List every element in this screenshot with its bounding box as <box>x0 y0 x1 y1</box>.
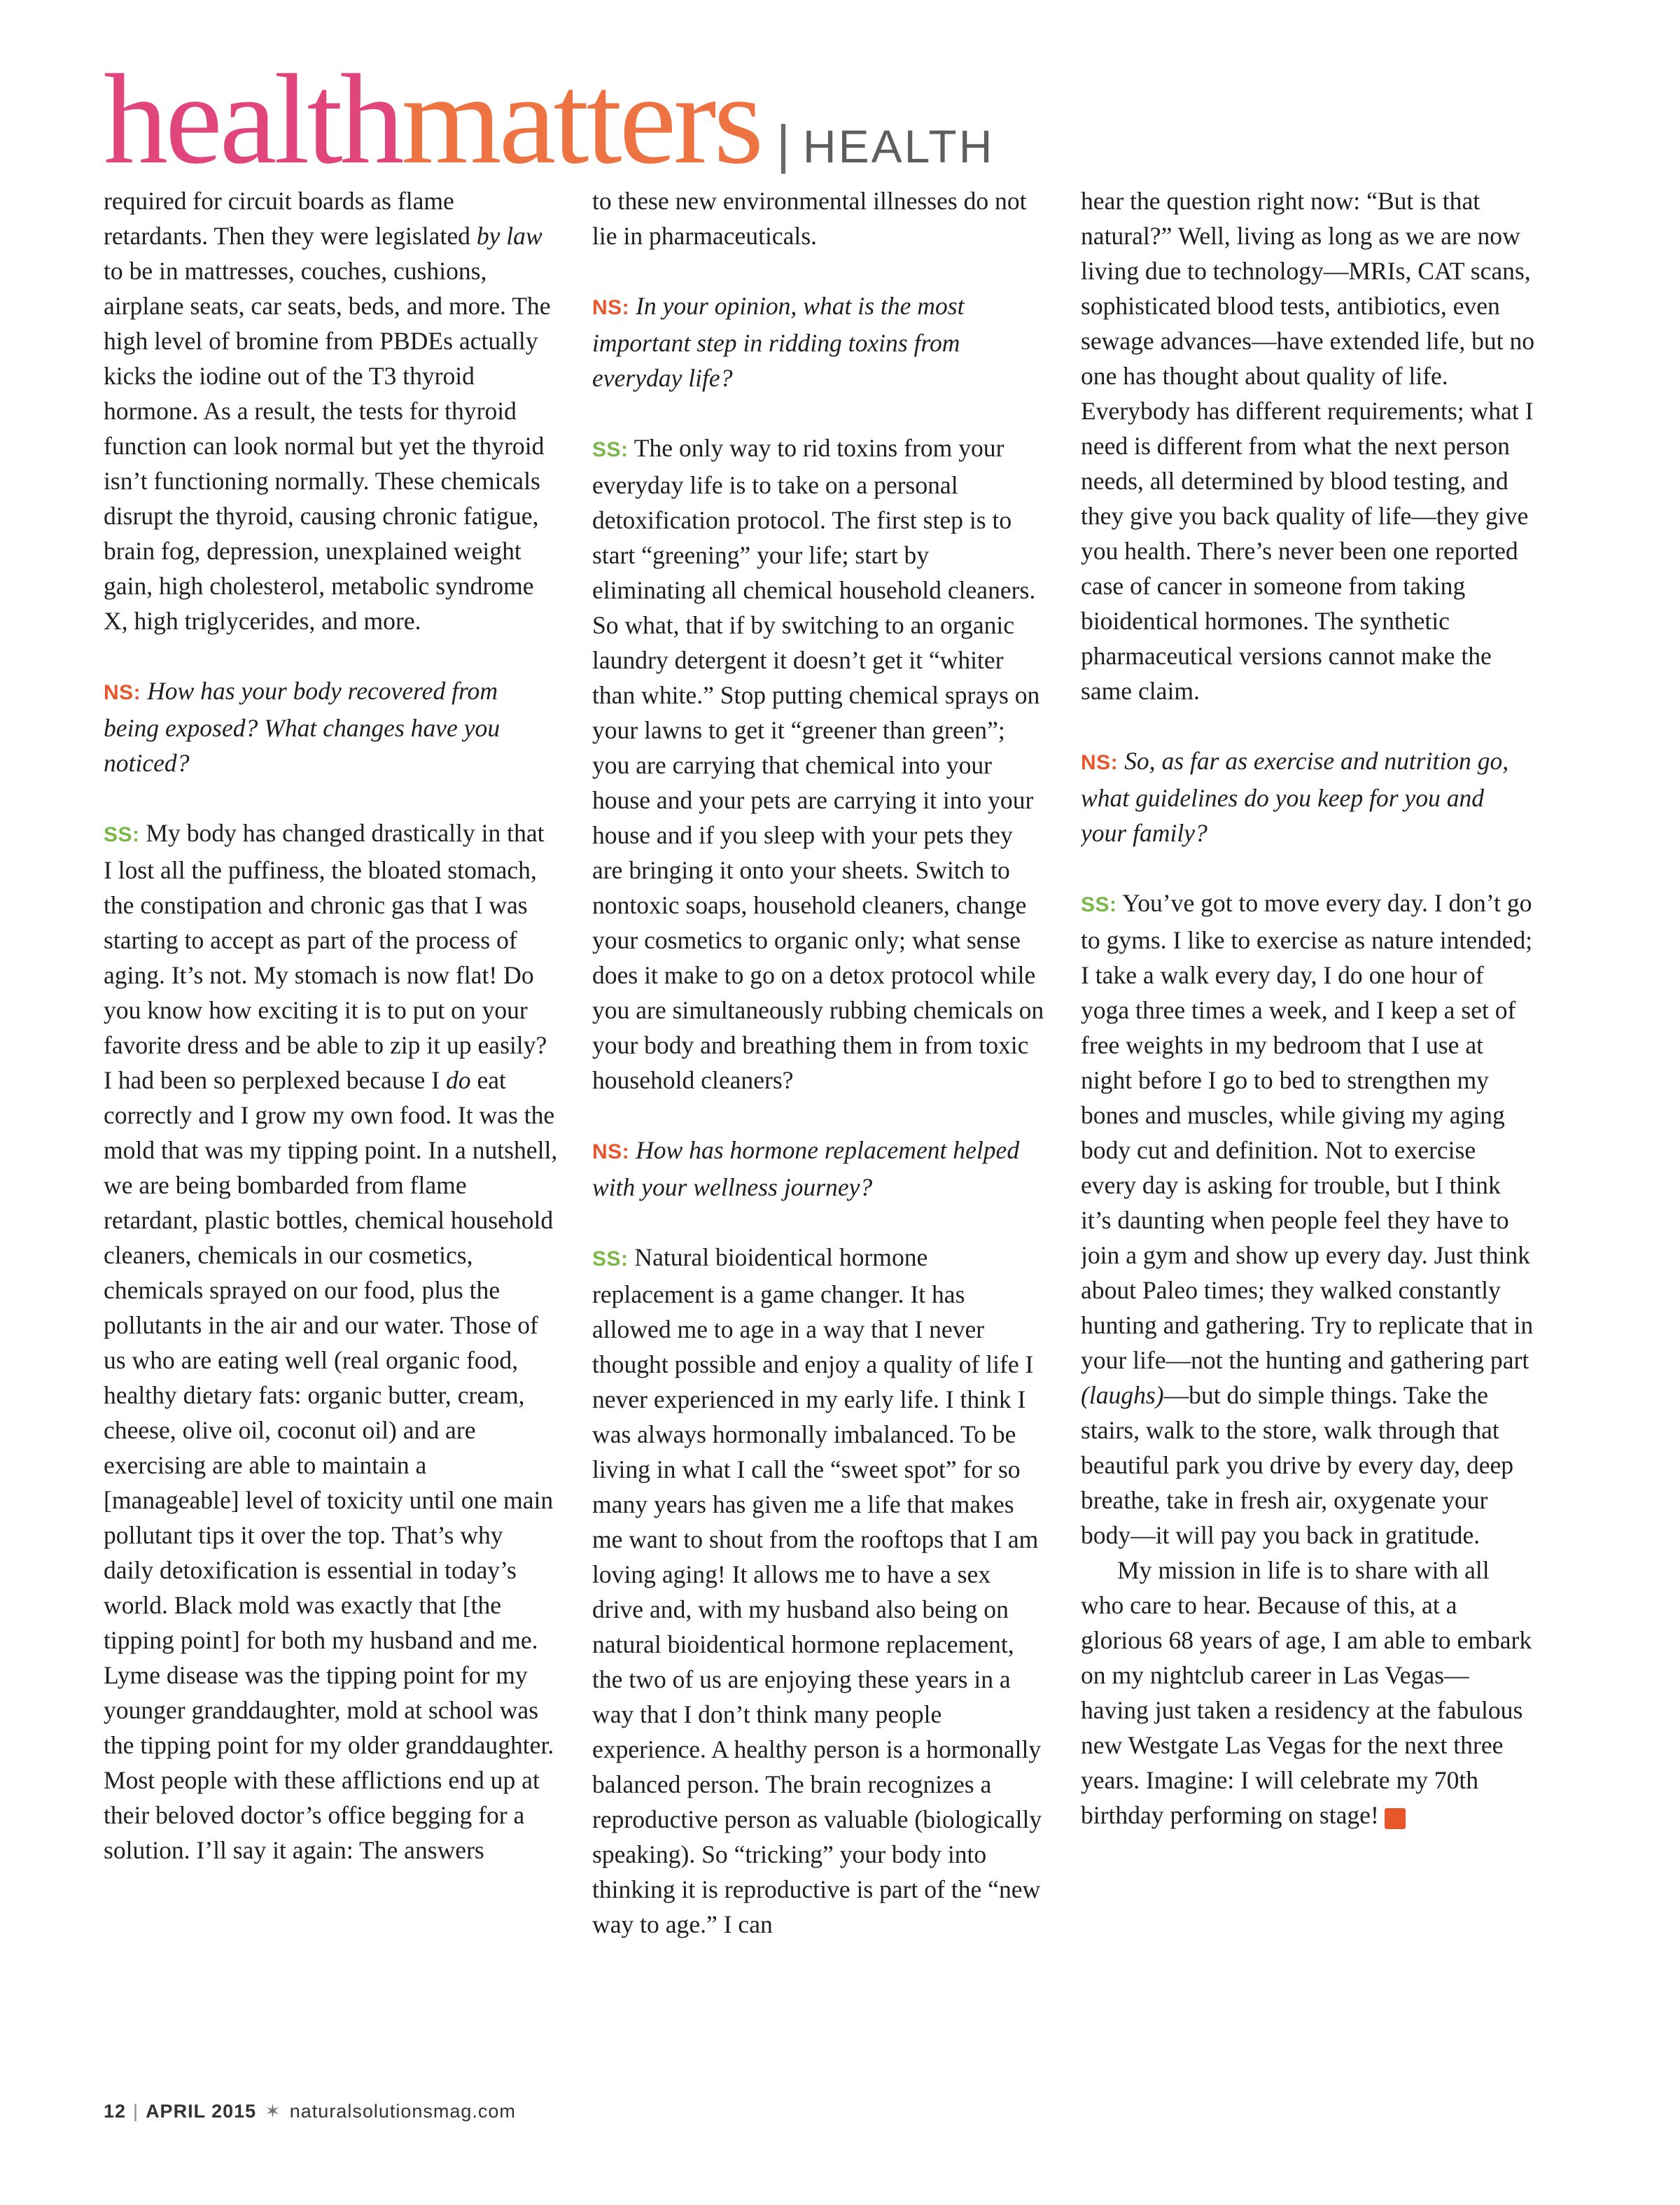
speaker-ss-label: SS: <box>592 438 629 461</box>
masthead <box>104 48 995 190</box>
question: NS: How has your body recovered from being exposed? What changes have you noticed? <box>104 677 500 777</box>
ns-logo-icon: ns <box>1385 1808 1406 1829</box>
paragraph: required for circuit boards as flame retardants. Then they were legislated by law to be in mattresses, couches, cushions, airplane seats, car seats, beds, and more. The high level of bromine from PBDEs actually kicks the iodine out of the T3 thyroid hormone. As a result, the tests for thyroid function can look normal but yet the thyroid isn’t functioning normally. These chemicals disrupt the thyroid, causing chronic fatigue, brain fog, depression, unexplained weight gain, high cholesterol, metabolic syndrome X, high triglycerides, and more. <box>104 187 551 635</box>
masthead-matters: matters <box>401 48 762 190</box>
question: NS: So, as far as exercise and nutrition go, what guidelines do you keep for you and your family? <box>1081 747 1509 847</box>
issue-date: APRIL 2015 <box>146 2101 257 2122</box>
answer: SS: The only way to rid toxins from your everyday life is to take on a personal detoxification protocol. The first step is to start “greening” your life; start by eliminating all chemical household cleaners. So what, that if by switching to an organic laundry detergent it doesn’t get it “whiter than white.” Stop putting chemical sprays on your lawns to get it “greener than green”; you are carrying that chemical into your house and your pets are carrying it into your house and if you sleep with your pets they are bringing it onto your sheets. Switch to nontoxic soaps, household cleaners, change your cosmetics to organic only; what sense does it make to go on a detox protocol while you are simultaneously rubbing chemicals on your body and breathing them in from toxic household cleaners? <box>592 434 1044 1094</box>
answer: SS: You’ve got to move every day. I don’t go to gyms. I like to exercise as nature intended; I take a walk every day, I do one hour of yoga three times a week, and I keep a set of free weights in my bedroom that I use at night before I go to bed to strengthen my bones and muscles, while giving my aging body cut and definition. Not to exercise every day is asking for trouble, but I think it’s daunting when people feel they have to join a gym and show up every day. Just think about Paleo times; they walked constantly hunting and gathering. Try to replicate that in your life—not the hunting and gathering part (laughs)—but do simple things. Take the stairs, walk to the store, walk through that beautiful park you drive by every day, deep breathe, take in fresh air, oxygenate your body—it will pay you back in gratitude. <box>1081 889 1534 1549</box>
page-number: 12 <box>104 2101 127 2122</box>
page-footer <box>104 2101 516 2122</box>
paragraph: to these new environmental illnesses do not lie in pharmaceuticals. <box>592 187 1027 250</box>
answer: SS: Natural bioidentical hormone replacement is a game changer. It has allowed me to age in a way that I never thought possible and enjoy a quality of life I never experienced in my early life. I think I was always hormonally imbalanced. To be living in what I call the “sweet spot” for so many years has given me a life that makes me want to shout from the rooftops that I am loving aging! It allows me to have a sex drive and, with my husband also being on natural bioidentical hormone replacement, the two of us are enjoying these years in a way that I don’t think many people experience. A healthy person is a hormonally balanced person. The brain recognizes a reproductive person as valuable (biologically speaking). So “tricking” your body into thinking it is reproductive is part of the “new way to age.” I can <box>592 1243 1042 1938</box>
masthead-separator: | <box>776 115 790 174</box>
question: NS: In your opinion, what is the most important step in ridding toxins from everyday life? <box>592 292 965 392</box>
speaker-ss-label: SS: <box>1081 893 1117 916</box>
speaker-ss-label: SS: <box>592 1247 629 1270</box>
speaker-ns-label: NS: <box>104 681 141 704</box>
speaker-ss-label: SS: <box>104 823 140 846</box>
website-url: naturalsolutionsmag.com <box>289 2101 516 2122</box>
paragraph: hear the question right now: “But is that natural?” Well, living as long as we are now living due to technology—MRIs, CAT scans, sophisticated blood tests, antibiotics, even sewage advances—have extended life, but no one has thought about quality of life. Everybody has different requirements; what I need is different from what the next person needs, all determined by blood testing, and they give you back quality of life—they give you health. There’s never been one reported case of cancer in someone from taking bioidentical hormones. The synthetic pharmaceutical versions cannot make the same claim. <box>1081 187 1535 705</box>
speaker-ns-label: NS: <box>592 296 630 319</box>
question: NS: How has hormone replacement helped with your wellness journey? <box>592 1136 1020 1201</box>
column-3 <box>1081 183 1536 2087</box>
column-2 <box>592 183 1047 2087</box>
star-icon: ✶ <box>265 2101 281 2122</box>
paragraph: My mission in life is to share with all who care to hear. Because of this, at a glorious 68 years of age, I am able to embark on my nightclub career in Las Vegas—having just taken a residency at the fabulous new Westgate Las Vegas for the next three years. Imagine: I will celebrate my 70th birthday performing on stage! ns <box>1081 1556 1532 1829</box>
masthead-health: health <box>104 48 402 190</box>
column-1 <box>104 183 559 2087</box>
speaker-ns-label: NS: <box>592 1140 630 1163</box>
answer: SS: My body has changed drastically in that I lost all the puffiness, the bloated stomach, the constipation and chronic gas that I was starting to accept as part of the process of aging. It’s not. My stomach is now flat! Do you know how exciting it is to put on your favorite dress and be able to zip it up easily? I had been so perplexed because I do eat correctly and I grow my own food. It was the mold that was my tipping point. In a nutshell, we are being bombarded from flame retardant, plastic bottles, chemical household cleaners, chemicals in our cosmetics, chemicals sprayed on our food, plus the pollutants in the air and our water. Those of us who are eating well (real organic food, healthy dietary fats: organic butter, cream, cheese, olive oil, coconut oil) and are exercising are able to maintain a [manageable] level of toxicity until one main pollutant tips it over the top. That’s why daily detoxification is essential in today’s world. Black mold was exactly that [the tipping point] for both my husband and me. Lyme disease was the tipping point for my younger granddaughter, mold at school was the tipping point for my older granddaughter. Most people with these afflictions end up at their beloved doctor’s office begging for a solution. I’ll say it again: The answers <box>104 819 558 1864</box>
footer-separator: | <box>133 2101 139 2122</box>
section-label: HEALTH <box>802 120 995 172</box>
speaker-ns-label: NS: <box>1081 751 1119 774</box>
